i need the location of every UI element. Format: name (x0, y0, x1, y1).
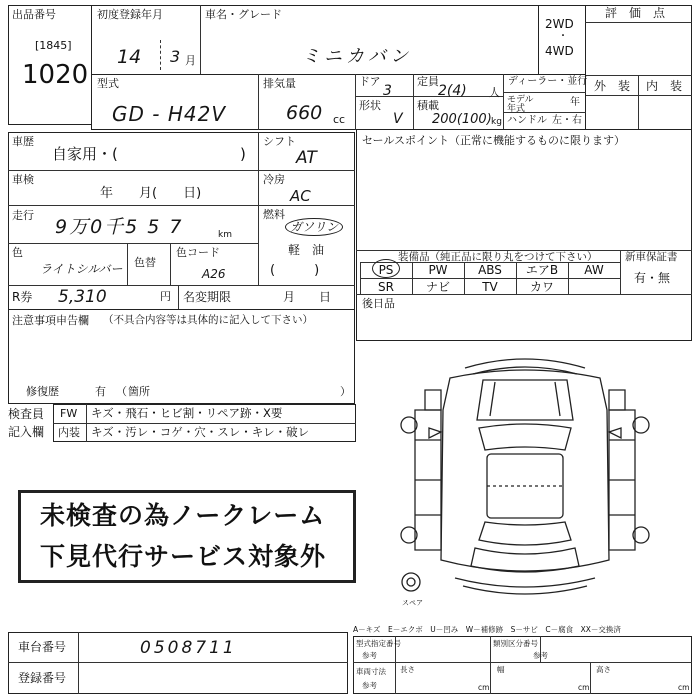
length-unit: cm (478, 683, 490, 692)
color-code-label: 色コード (176, 246, 220, 259)
fuel-option: 軽 油 (288, 243, 325, 257)
load-value: 200(100) (432, 112, 492, 127)
fuel-value: ガソリン (285, 218, 343, 236)
repair-bracket: （ (116, 385, 127, 398)
shape-value: V (393, 111, 403, 127)
equip-aw: AW (584, 263, 604, 277)
sales-block (356, 129, 692, 341)
door-label: ドア (359, 75, 381, 88)
ps-circle (372, 259, 400, 278)
repair-label: 修復歴 (26, 385, 59, 398)
load-unit: kg (491, 117, 502, 127)
displacement-unit: cc (333, 113, 346, 126)
warranty-value: 有・無 (634, 271, 671, 285)
fw-label: FW (60, 407, 78, 420)
car-damage-diagram (395, 350, 655, 610)
ac-value: AC (290, 187, 311, 205)
height-unit: cm (678, 683, 690, 692)
mileage-label: 走行 (12, 209, 34, 222)
model-year-label: モデル 年式 (507, 95, 534, 114)
fuel-label: 燃料 (263, 208, 285, 221)
width-label: 幅 (497, 665, 505, 674)
inspector-label-1: 検査員 (8, 407, 45, 421)
history-value: 自家用・( (52, 145, 118, 163)
reg-label: 初度登録年月 (97, 8, 163, 21)
length-label: 長さ (400, 665, 415, 674)
equip-abs: ABS (478, 263, 502, 277)
repair-place: 箇所 (128, 385, 150, 398)
reg-year: 14 (117, 46, 142, 68)
color-value: ライトシルバー (40, 262, 123, 276)
interior-label: 内 装 (646, 79, 683, 93)
equip-navi: ナビ (425, 280, 450, 294)
equip-tv: TV (482, 280, 498, 294)
history-close: ) (240, 145, 246, 163)
name-change-value: 月 日 (283, 290, 332, 304)
ref-label-3: 参考 (362, 681, 377, 690)
load-label: 積載 (417, 99, 439, 112)
model-value: GD - H42V (112, 102, 226, 126)
color-label: 色 (12, 246, 23, 259)
equip-ps: PS (378, 263, 394, 277)
handle-value: 左・右 (552, 115, 582, 126)
recycle-unit: 円 (160, 290, 171, 303)
exterior-label: 外 装 (594, 79, 631, 93)
color-change-label: 色替 (134, 256, 156, 269)
fw-value: キズ・飛石・ヒビ割・リペア跡・X要 (91, 406, 283, 420)
reg-month-unit: 月 (185, 54, 196, 67)
reg-month: 3 (170, 47, 181, 66)
name-change-label: 名変期限 (183, 290, 232, 304)
width-unit: cm (578, 683, 590, 692)
chassis-value: 0508711 (140, 638, 237, 658)
lot-label: 出品番号 (12, 8, 56, 21)
height-label: 高さ (596, 665, 611, 674)
displacement-value: 660 (286, 102, 323, 124)
recycle-label: R券 (12, 290, 33, 304)
mileage-value: 9万0千5 5 7 (55, 216, 184, 238)
registration-label: 登録番号 (18, 671, 67, 685)
notes-label: 注意事項申告欄 (12, 314, 89, 327)
repair-value: 有 (95, 385, 106, 398)
model-cert-label: 型式指定番号 (356, 639, 401, 648)
equip-pw: PW (428, 263, 448, 277)
equip-leather: カワ (529, 280, 554, 294)
shape-label: 形状 (359, 99, 381, 112)
chassis-label: 車台番号 (18, 640, 67, 654)
spare-label: スペア (402, 599, 423, 607)
shift-label: シフト (263, 135, 296, 148)
later-label: 後日品 (362, 297, 395, 310)
drive-dot: ・ (558, 31, 568, 42)
mileage-unit: km (218, 230, 232, 240)
equipment-label: 装備品（純正品に限り丸をつけて下さい） (398, 251, 598, 263)
car-name-label: 車名・グレード (205, 8, 282, 21)
equip-sr: SR (378, 280, 394, 294)
recycle-value: 5,310 (58, 287, 107, 307)
inspection-value: 年 月( 日) (100, 186, 202, 201)
stamp-line-2: 下見代行サービス対象外 (40, 542, 327, 571)
displacement-label: 排気量 (263, 77, 296, 90)
shift-value: AT (296, 148, 317, 168)
drive-2wd: 2WD (545, 17, 574, 31)
ref-label-2: 参考 (533, 651, 548, 660)
ac-label: 冷房 (263, 173, 285, 186)
rating-label: 評 価 点 (605, 6, 666, 20)
dealer-label: ディーラー・並行 (508, 76, 588, 87)
notes-hint: （不具合内容等は具体的に記入して下さい） (103, 314, 313, 326)
model-year-unit: 年 (570, 97, 580, 108)
in-label: 内装 (58, 426, 80, 439)
capacity-unit: 人 (489, 86, 500, 99)
model-label: 型式 (97, 77, 119, 90)
damage-legend: A－キズ E－エクボ U－凹み W－補修跡 S－サビ C－腐食 XX－交換済 (353, 625, 621, 634)
capacity-label: 定員 (417, 75, 439, 88)
history-label: 車歴 (12, 135, 34, 148)
capacity-value: 2(4) (438, 83, 467, 99)
lot-code: [1845] (35, 39, 72, 52)
class-label: 類別区分番号 (493, 639, 538, 648)
car-name: ミニカバン (302, 46, 412, 67)
in-value: キズ・汚レ・コゲ・穴・スレ・キレ・破レ (91, 425, 310, 439)
ref-label-1: 参考 (362, 651, 377, 660)
inspection-label: 車検 (12, 173, 34, 186)
drive-4wd: 4WD (545, 44, 574, 58)
dim-label: 車両寸法 (356, 667, 386, 676)
lot-number: 1020 (22, 60, 89, 90)
door-value: 3 (383, 83, 392, 99)
inspector-label-2: 記入欄 (8, 425, 45, 439)
stamp-line-1: 未検査の為ノークレーム (40, 501, 326, 530)
color-code-value: A26 (202, 267, 226, 281)
sales-point-label: セールスポイント（正常に機能するものに限ります） (362, 134, 626, 147)
repair-bracket-close: ） (340, 385, 351, 398)
handle-label: ハンドル (507, 115, 547, 126)
warranty-label: 新車保証書 (625, 251, 678, 263)
fuel-paren: ( ) (270, 263, 320, 278)
equip-airbag: エアB (525, 263, 559, 277)
